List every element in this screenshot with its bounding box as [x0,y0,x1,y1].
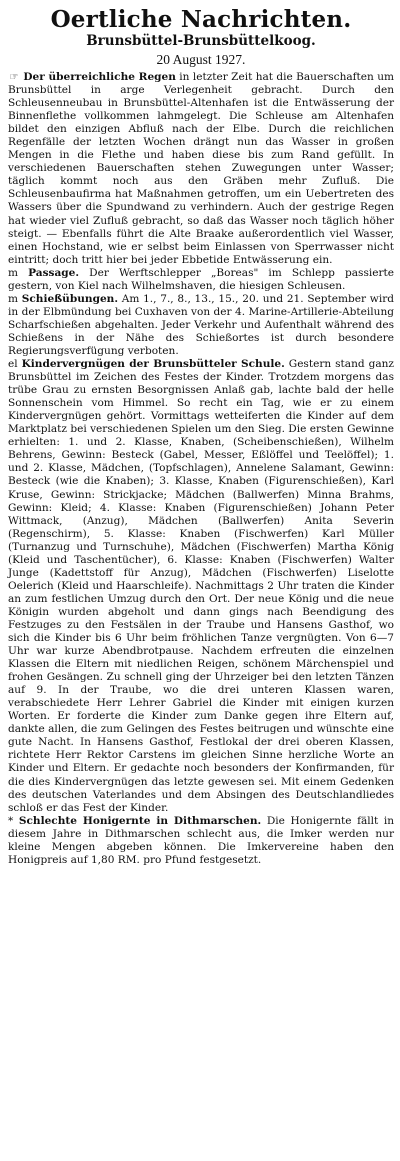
article-marker: el [8,358,18,371]
article-headline: Kindervergnügen der Brunsbütteler Schule. [21,358,285,371]
article-headline: Passage. [28,266,80,279]
article-body: Gestern stand ganz Brunsbüttel im Zeichen des Festes der Kinder. Trotzdem morgens das trübe Grau zu ernsten Besorgnissen Anlaß gab, lachte bald der helle Sonnenschein vom Himmel. So recht ein Tag, wie er zu einem Kindervergnügen gehört. Vormittags wetteiferten die Kinder auf dem Marktplatz bei verschiedenen Spielen um den Sieg. Die ersten Gewinne erhielten: 1. und 2. Klasse, Knaben, (Scheibenschießen), Wilhelm Behrens, Gewinn: Besteck (Gabel, Messer, Eßlöffel und Teelöffel); 1. und 2. Klasse, Mädchen, (Topfschlagen), Annelene Salamant, Gewinn: Besteck (wie die Knaben); 3. Klasse, Knaben (Figurenschießen), Karl Kruse, Gewinn: Strickjacke; Mädchen (Ballwerfen) Minna Brahms, Gewinn: Kleid; 4. Klasse: Knaben (Figurenschießen) Johann Peter Wittmack, (Anzug), Mädchen (Ballwerfen) Anita Severin (Regenschirm), 5. Klasse: Knaben (Fischwerfen) Karl Müller (Turnanzug und Turnschuhe), Mädchen (Fischwerfen) Martha König (Kleid und Taschentücher), 6. Klasse: Knaben (Fischwerfen) Walter Junge (Kadettstoff für Anzug), Mädchen (Fischwerfen) Liselotte Oelerich (Kleid und Haarschleife). Nachmittags 2 Uhr traten die Kinder an zum festlichen Umzug durch den Ort. Der neue König und die neue Königin wurden abgeholt und dann gings nach Beendigung des Festzuges zu den Festsälen in der Traube und Hansens Gasthof, wo sich die Kinder bis 6 Uhr beim fröhlichen Tanze vergnügten. Von 6—7 Uhr war kurze Abendbrotpause. Nachdem erfreuten die einzelnen Klassen die Eltern mit niedlichen Reigen, schönem Märchenspiel und frohen Gesängen. Zu schnell ging der Uhrzeiger bei den letzten Tänzen auf 9. In der Traube, wo die drei unteren Klassen waren, verabschiedete Herr Lehrer Gabriel die Kinder mit einigen kurzen Worten. Er forderte die Kinder zum Danke gegen ihre Eltern auf, dankte allen, die zum Gelingen des Festes beitrugen und wünschte eine gute Nacht. In Hansens Gasthof, Festlokal der drei oberen Klassen, richtete Herr Rektor Carstens im gleichen Sinne herzliche Worte an Kinder und Eltern. Er gedachte noch besonders der Konfirmanden, für die dies Kindervergnügen das letzte gewesen sei. Mit einem Gedenken des deutschen Vaterlandes und dem Absingen des Deutschlandliedes schloß er das Fest der Kinder. [8,358,394,814]
article-honey-harvest [8,815,394,867]
section-subtitle: Brunsbüttel-Brunsbüttelkoog. [86,33,316,49]
article-headline: Schießübungen. [21,292,118,305]
article-headline: Schlechte Honigernte in Dithmarschen. [18,814,262,827]
article-rain [8,71,394,267]
article-headline: Der überreichliche Regen [23,71,176,83]
article-body: in letzter Zeit hat die Bauerschaften um Brunsbüttel in arge Verlegenheit gebracht. Durch den Schleusenneubau in Brunsbüttel-Altenhafen ist die Entwässerung der Binnenflethe vollkommen lahmgelegt. Die Schleuse am Altenhafen bildet den einzigen Abfluß nach der Elbe. Durch die reichlichen Regenfälle der letzten Wochen drängt nun das Wasser in großen Mengen in die Flethe und haben diese bis zum Rand gefüllt. In verschiedenen Bauerschaften stehen Zuwegungen unter Wasser; täglich kommt noch aus den Gräben mehr Zufluß. Die Schleusenbaufirma hat Maßnahmen getroffen, um ein Uebertreten des Wassers über die Spundwand zu verhindern. Auch der gestrige Regen hat wieder viel Zufluß gebracht, so daß das Wasser noch täglich höher steigt. — Ebenfalls führt die Alte Braake außerordentlich viel Wasser, einen Hochstand, wie er selbst beim Einlassen von Sperrwasser nicht eintritt; doch tritt hier bei jeder Ebbetide Entwässerung ein. [8,71,395,266]
article-marker: m [8,292,19,305]
article-body: Der Werftschlepper „Boreas" im Schlepp passierte gestern, von Kiel nach Wilhelmshaven, die hiesigen Schleusen. [8,266,394,292]
publication-date: 20 August 1927. [156,52,246,67]
article-body: Am 1., 7., 8., 13., 15., 20. und 21. September wird in der Elbmündung bei Cuxhaven von der 4. Marine-Artillerie-Abteilung Scharfschießen abgehalten. Jeder Verkehr und Aufenthalt während des Schießens in der Nähe des Schießortes ist durch besondere Regierungsverfügung verboten. [8,292,394,357]
section-title: Oertliche Nachrichten. [50,6,352,33]
article-passage [8,267,394,293]
masthead [8,6,394,68]
article-marker: * [8,814,14,827]
pointing-hand-icon: ☞ [9,72,19,83]
article-marker: m [8,266,19,279]
article-body: Die Honigernte fällt in diesem Jahre in Dithmarschen schlecht aus, die Imker werden nur kleine Mengen abgeben können. Die Imkervereine haben den Honigpreis auf 1,80 RM. pro Pfund festgesetzt. [8,814,394,866]
article-shooting-exercises [8,293,394,358]
article-childrens-festival [8,358,394,815]
